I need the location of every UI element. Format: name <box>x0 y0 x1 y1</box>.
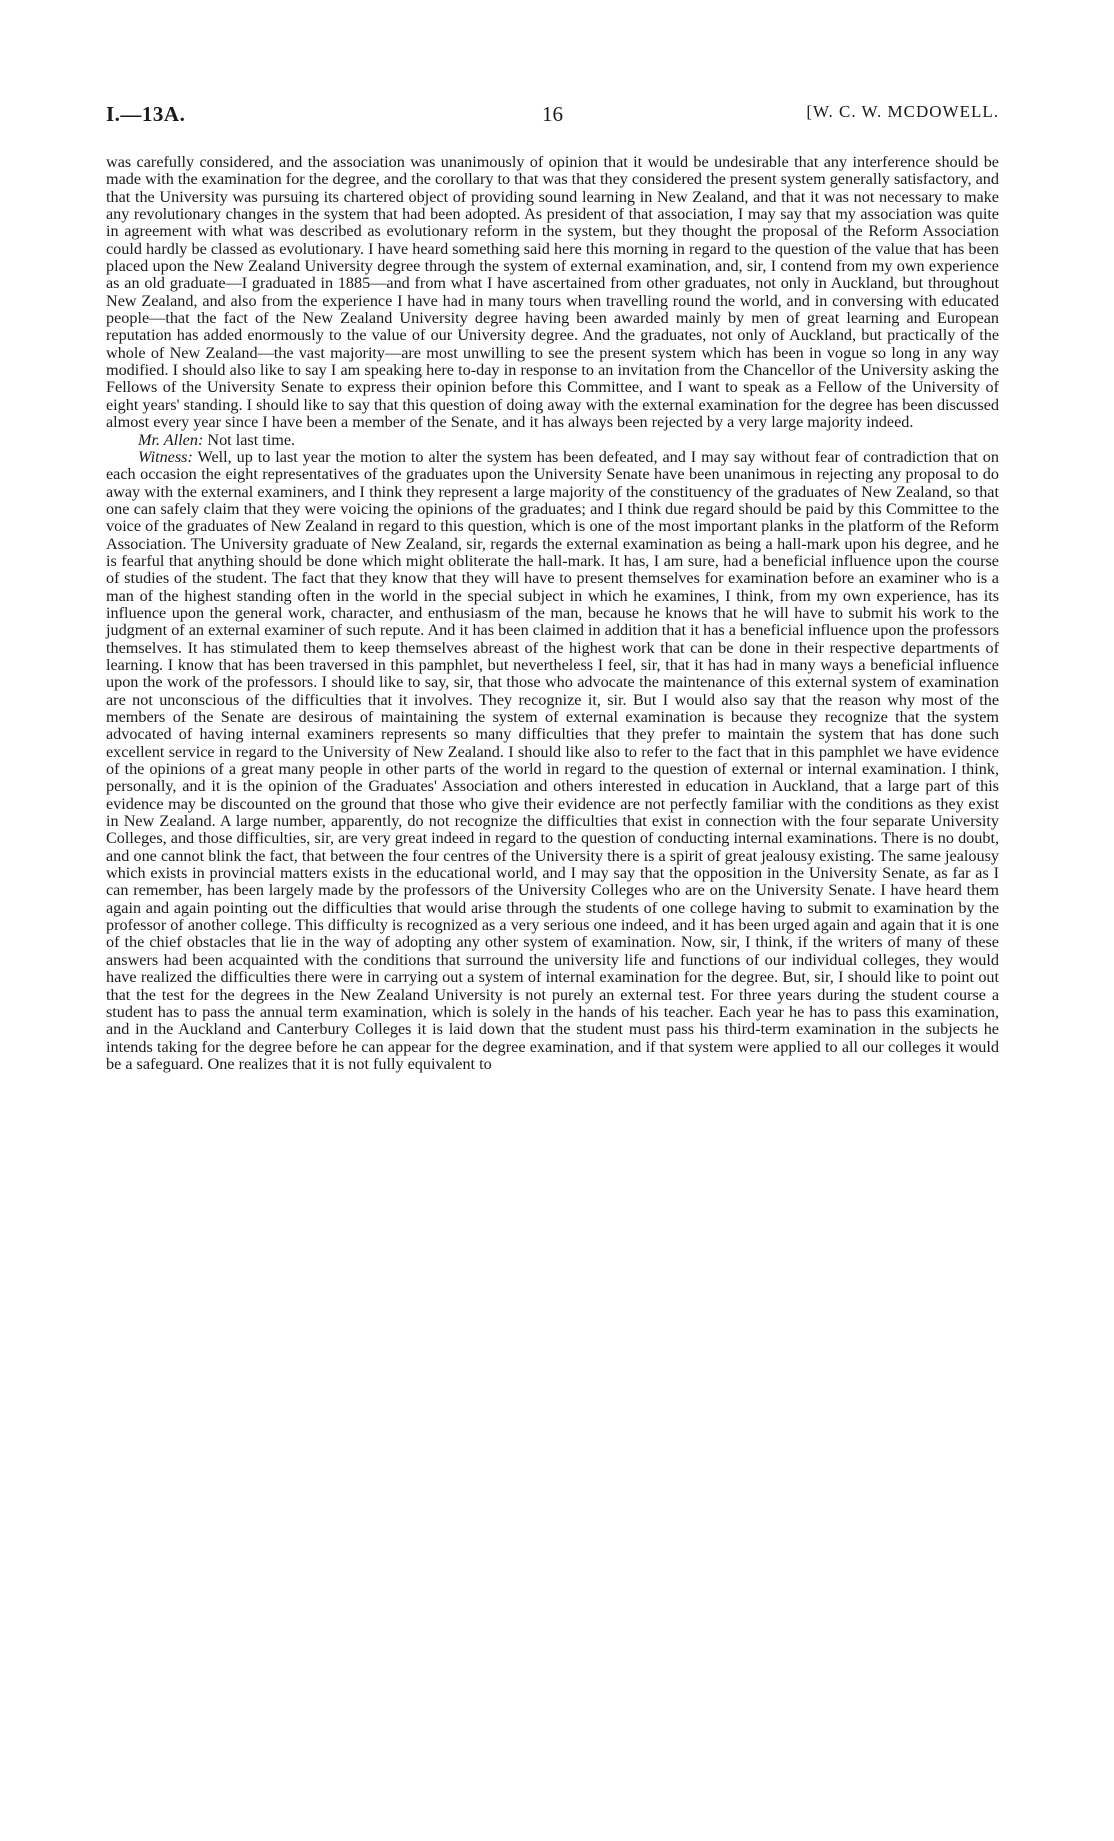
paragraph-witness <box>106 449 999 1073</box>
paragraph-continued: was carefully considered, and the association was unanimously of opinion that it would be undesirable that any interference should be made with the examination for the degree, and the corollary to that was that they considered the present system generally satisfactory, and that the University was pursuing its chartered object of providing sound learning in New Zealand, and that it was not necessary to make any revolutionary changes in the system that had been adopted. As president of that association, I may say that my association was quite in agreement with what was described as evolutionary reform in the system, but they thought the proposal of the Reform Association could hardly be classed as evolutionary. I have heard something said here this morning in regard to the question of the value that has been placed upon the New Zealand University degree through the system of external examination, and, sir, I contend from my own experience as an old graduate—I graduated in 1885—and from what I have ascertained from other graduates, not only in Auckland, but throughout New Zealand, and also from the experience I have had in many tours when travelling round the world, and in conversing with educated people—that the fact of the New Zealand University degree having been awarded mainly by men of great learning and European reputation has added enormously to the value of our University degree. And the graduates, not only of Auckland, but practically of the whole of New Zealand—the vast majority—are most unwilling to see the present system which has been in vogue so long in any way modified. I should also like to say I am speaking here to-day in response to an invitation from the Chancellor of the University asking the Fellows of the University Senate to express their opinion before this Committee, and I want to speak as a Fellow of the University of eight years' standing. I should like to say that this question of doing away with the external examination for the degree has been discussed almost every year since I have been a member of the Senate, and it has always been rejected by a very large majority indeed. <box>106 153 999 432</box>
body-text <box>106 154 999 1073</box>
page-number: 16 <box>542 102 563 126</box>
witness-name-heading: [W. C. W. MCDOWELL. <box>806 102 999 121</box>
page-header <box>106 102 999 132</box>
witness-testimony: Well, up to last year the motion to alter the system has been defeated, and I may say without fear of contradiction that on each occasion the eight representatives of the graduates upon the University Senate have been unanimous in rejecting any proposal to do away with the external examiners, and I think they represent a large majority of the constituency of the graduates of New Zealand, so that one can safely claim that they were voicing the opinions of the graduates; and I think due regard should be paid by this Committee to the voice of the graduates of New Zealand in regard to this question, which is one of the most important planks in the platform of the Reform Association. The University graduate of New Zealand, sir, regards the external examination as being a hall-mark upon his degree, and he is fearful that anything should be done which might obliterate the hall-mark. It has, I am sure, had a beneficial influence upon the course of studies of the student. The fact that they know that they will have to present themselves for examination before an examiner who is a man of the highest standing often in the world in the special subject in which he examines, I think, from my own experience, has its influence upon the general work, character, and enthusiasm of the man, because he knows that he will have to submit his work to the judgment of an external examiner of such repute. And it has been claimed in addition that it has a beneficial influence upon the professors themselves. It has stimulated them to keep themselves abreast of the highest work that can be done in their respective departments of learning. I know that has been traversed in this pamphlet, but nevertheless I feel, sir, that it has had in many ways a beneficial influence upon the work of the professors. I should like to say, sir, that those who advocate the maintenance of this external system of examination are not unconscious of the difficulties that it involves. They recognize it, sir. But I would also say that the reason why most of the members of the Senate are desirous of maintaining the system of external examination is because they recognize that the system advocated of having internal examiners represents so many difficulties that they prefer to maintain the system that has done such excellent service in regard to the University of New Zealand. I should like also to refer to the fact that in this pamphlet we have evidence of the opinions of a great many people in other parts of the world in regard to the question of external or internal examination. I think, personally, and it is the opinion of the Graduates' Association and others interested in education in Auckland, that a large part of this evidence may be discounted on the ground that those who give their evidence are not perfectly familiar with the conditions as they exist in New Zealand. A large number, apparently, do not recognize the difficulties that exist in connection with the four separate University Colleges, and those difficulties, sir, are very great indeed in regard to the question of conducting internal examinations. There is no doubt, and one cannot blink the fact, that between the four centres of the University there is a spirit of great jealousy existing. The same jealousy which exists in provincial matters exists in the educational world, and I may say that the opposition in the University Senate, as far as I can remember, has been largely made by the professors of the University Colleges who are on the University Senate. I have heard them again and again pointing out the difficulties that would arise through the students of one college having to submit to examination by the professor of another college. This difficulty is recognized as a very serious one indeed, and it has been urged again and again that it is one of the chief obstacles that lie in the way of adopting any other system of examination. Now, sir, I think, if the writers of many of these answers had been acquainted with the conditions that surround the university life and functions of our individual colleges, they would have realized the difficulties there were in carrying out a system of internal examination for the degree. But, sir, I should like to point out that the test for the degrees in the New Zealand University is not purely an external test. For three years during the student course a student has to pass the annual term examination, which is solely in the hands of his teacher. Each year he has to pass this examination, and in the Auckland and Canterbury Colleges it is laid down that the student must pass his third-term examination in the subjects he intends taking for the degree before he can appear for the degree examination, and if that system were applied to all our colleges it would be a safeguard. One realizes that it is not fully equivalent to <box>106 447 999 1073</box>
allen-remark: Not last time. <box>207 430 296 449</box>
paragraph-allen <box>106 432 999 449</box>
document-reference: I.—13A. <box>106 102 186 126</box>
speaker-witness: Witness: <box>138 447 193 466</box>
speaker-allen: Mr. Allen: <box>138 430 204 449</box>
